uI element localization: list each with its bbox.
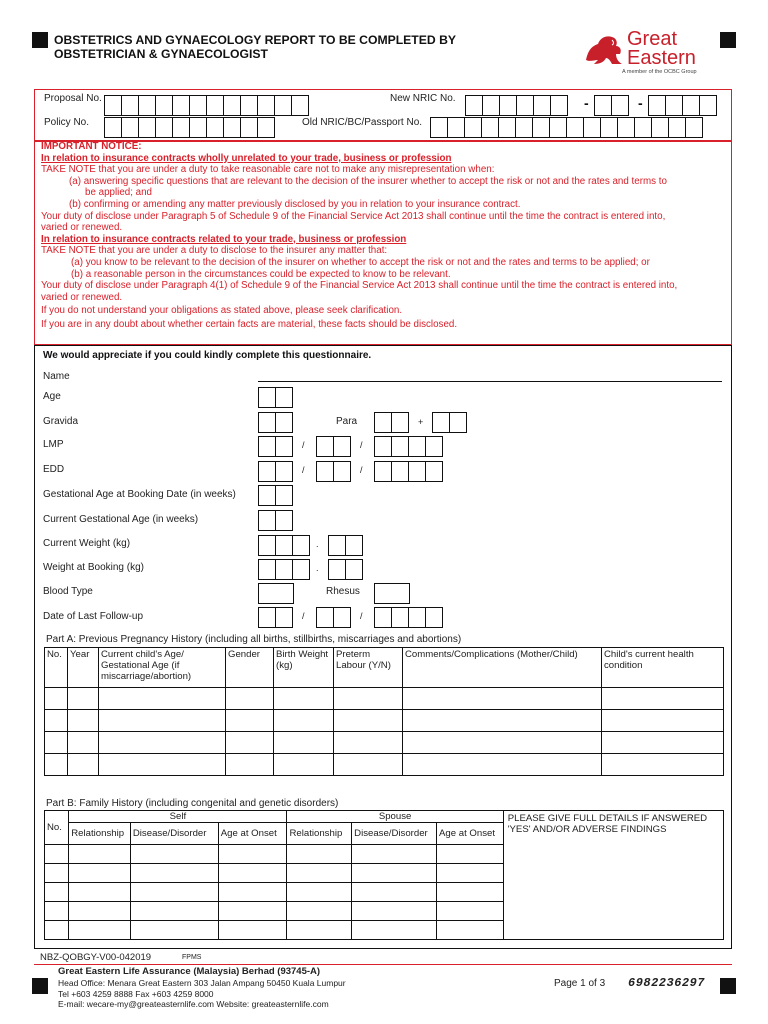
registration-mark [32,978,48,994]
edd-day-input[interactable] [258,461,292,482]
policy-no-input[interactable] [104,117,274,138]
old-nric-input[interactable] [430,117,702,138]
notice-heading: IMPORTANT NOTICE [41,141,139,152]
booking-weight-input[interactable] [258,559,309,580]
notice-section-1-title: In relation to insurance contracts wholly unrelated to your trade, business or profession [41,152,452,164]
footer-divider [34,964,732,965]
name-input[interactable] [258,381,722,382]
questionnaire-intro: We would appreciate if you could kindly complete this questionnaire. [43,350,372,361]
last-followup-label: Date of Last Follow-up [43,611,144,622]
lmp-label: LMP [43,439,64,450]
ga-current-label: Current Gestational Age (in weeks) [43,514,199,525]
nric-separator: - [638,95,643,111]
proposal-no-label: Proposal No. [44,93,102,104]
company-name: Great Eastern Life Assurance (Malaysia) Berhad (93745-A) [58,966,321,977]
gravida-label: Gravida [43,416,79,427]
pregnancy-history-table [44,647,724,776]
ga-booking-label: Gestational Age at Booking Date (in weeks) [43,489,236,500]
table-header-row: No. Year Current child's Age/ Gestational Age (if miscarriage/abortion) Gender Birth Weight (kg) Preterm Labour (Y/N) Comments/Complications (Mother/Child) Child's current health condition [45,648,724,688]
notice-section-2-title: In relation to insurance contracts related to your trade, business or profession [41,233,407,245]
name-label: Name [43,371,70,382]
lmp-month-input[interactable] [316,436,350,457]
booking-weight-label: Weight at Booking (kg) [43,562,144,573]
registration-mark [32,32,48,48]
family-history-table [44,810,724,940]
important-notice: IMPORTANT NOTICE: In relation to insurance contracts wholly unrelated to your trade, business or profession TAKE NOTE that you are under a duty to take reasonable care not to make any misrepresentation when: (a) answering specific questions that are relevant to the decision of the insurer whether to accept the risk or not and the rates and terms to be applied; and (b) confirming or amending any matter previously disclosed by you in relation to your insurance contract. Your duty of disclose under Paragraph 5 of Schedule 9 of the Financial Service Act 2013 shall continue until the time the contract is entered into, varied or renewed. In relation to insurance contracts related to your trade, business or profession TAKE NOTE that you are under a duty to disclose to the insurer any matter that: (a) you know to be relevant to the decision of the insurer on whether to accept the risk or not and the rates and terms to be applied; or (b) a reasonable person in the circumstances could be expected to know to be relevant. Your duty of disclose under Paragraph 4(1) of Schedule 9 of the Financial Service Act 2013 shall continue until the time the contract is entered into, varied or renewed. If you do not understand your obligations as stated above, please seek clarification. If you are in any doubt about whether certain facts are material, these facts should be disclosed. [41,141,731,331]
rhesus-label: Rhesus [326,586,360,597]
logo-tagline: A member of the OCBC Group [622,69,697,75]
part-a-title: Part A: Previous Pregnancy History (including all births, stillbirths, miscarriages and abortions) [46,634,462,645]
ga-current-input[interactable] [258,510,292,531]
blood-type-label: Blood Type [43,586,93,597]
table-row[interactable] [45,754,724,776]
form-code: NBZ-QOBGY-V00-042019 [40,952,152,963]
para-input-1[interactable] [374,412,408,433]
current-weight-label: Current Weight (kg) [43,538,131,549]
page-number: Page 1 of 3 [554,978,606,989]
rhesus-input[interactable] [374,583,410,604]
new-nric-part3-input[interactable] [648,95,716,116]
followup-day-input[interactable] [258,607,292,628]
new-nric-part1-input[interactable] [465,95,567,116]
edd-month-input[interactable] [316,461,350,482]
gravida-input[interactable] [258,412,292,433]
booking-weight-decimal-input[interactable] [328,559,362,580]
new-nric-part2-input[interactable] [594,95,628,116]
great-eastern-logo [582,30,732,80]
old-nric-label: Old NRIC/BC/Passport No. [302,117,423,128]
table-row[interactable] [45,710,724,732]
followup-month-input[interactable] [316,607,350,628]
edd-year-input[interactable] [374,461,442,482]
blood-type-input[interactable] [258,583,294,604]
followup-year-input[interactable] [374,607,442,628]
plus-sign: + [418,417,424,427]
new-nric-label: New NRIC No. [390,93,456,104]
current-weight-input[interactable] [258,535,309,556]
edd-label: EDD [43,464,65,475]
part-b-title: Part B: Family History (including congenital and genetic disorders) [46,798,339,809]
company-contact: E-mail: wecare-my@greateasternlife.com Website: greateasternlife.com [58,999,329,1009]
table-row[interactable] [45,688,724,710]
full-details-input[interactable]: PLEASE GIVE FULL DETAILS IF ANSWERED 'YES' AND/OR ADVERSE FINDINGS [503,811,723,940]
title-line-2: OBSTETRICIAN & GYNAECOLOGIST [54,47,268,61]
company-address: Head Office: Menara Great Eastern 303 Jalan Ampang 50450 Kuala Lumpur [58,978,346,988]
age-input[interactable] [258,387,292,408]
age-label: Age [43,391,61,402]
para-input-2[interactable] [432,412,466,433]
lmp-year-input[interactable] [374,436,442,457]
form-title [54,33,524,61]
logo-text: Great Eastern [627,28,696,69]
fpms-label: FPMS [182,954,202,961]
current-weight-decimal-input[interactable] [328,535,362,556]
table-subheader-row: Relationship Disease/Disorder Age at Onset Relationship Disease/Disorder Age at Onset [45,823,724,845]
table-header-row: No. Self Spouse PLEASE GIVE FULL DETAILS IF ANSWERED 'YES' AND/OR ADVERSE FINDINGS [45,811,724,823]
document-number: 6982236297 [628,976,706,990]
lion-icon [582,32,626,66]
proposal-no-input[interactable] [104,95,308,116]
title-line-1: OBSTETRICS AND GYNAECOLOGY REPORT TO BE COMPLETED BY [54,33,456,47]
para-label: Para [336,416,358,427]
policy-no-label: Policy No. [44,117,90,128]
lmp-day-input[interactable] [258,436,292,457]
company-phone: Tel +603 4259 8888 Fax +603 4259 8000 [58,989,214,999]
ga-booking-input[interactable] [258,485,292,506]
nric-separator: - [584,95,589,111]
registration-mark [720,978,736,994]
table-row[interactable] [45,732,724,754]
